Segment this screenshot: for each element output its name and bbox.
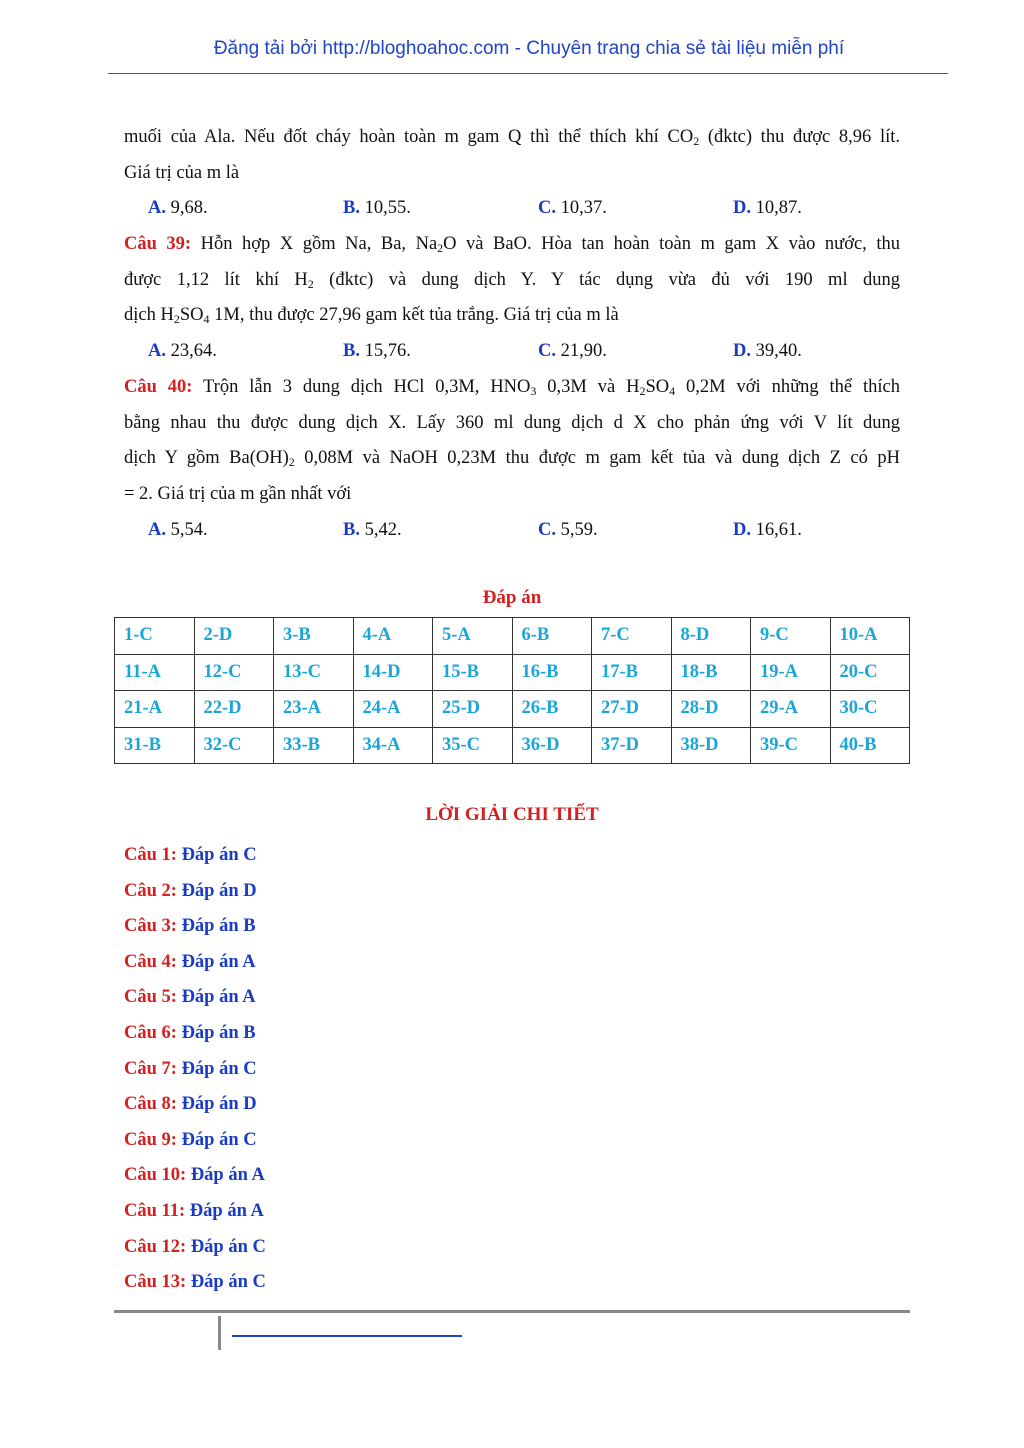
text: SO — [179, 305, 204, 326]
solution-value: Đáp án A — [176, 987, 256, 1008]
q39-options — [124, 334, 900, 370]
solution-label: Câu 6: — [124, 1022, 177, 1043]
option-a — [148, 513, 208, 549]
option-value: 16,61. — [751, 519, 802, 540]
solution-title: LỜI GIẢI CHI TIẾT — [425, 804, 599, 825]
option-c — [538, 513, 598, 549]
option-label: A. — [148, 341, 166, 362]
solution-label: Câu 4: — [124, 951, 177, 972]
answer-cell: 11-A — [115, 654, 195, 691]
subscript: 2 — [307, 276, 314, 291]
solution-value: Đáp án C — [186, 1236, 266, 1257]
q38-line-2: Giá trị của m là — [124, 162, 240, 183]
answer-key-body — [115, 618, 910, 764]
q38-options — [124, 191, 900, 227]
answer-cell: 10-A — [830, 618, 910, 655]
solution-item — [124, 945, 266, 981]
solution-list — [124, 838, 266, 1301]
option-value: 5,42. — [359, 519, 402, 540]
q40-line-2: bằng nhau thu được dung dịch X. Lấy 360 ml dung dịch d X cho phản ứng với V lít dung — [124, 412, 900, 433]
answer-row — [115, 654, 910, 691]
option-value: 39,40. — [751, 341, 802, 362]
text: 1M, thu được 27,96 gam kết tủa trắng. Giá trị của m là — [209, 305, 619, 326]
answer-cell: 28-D — [671, 691, 751, 728]
subscript: 2 — [693, 134, 700, 148]
option-label: D. — [733, 341, 751, 362]
q40-options — [124, 513, 900, 549]
solution-item — [124, 1123, 266, 1159]
solution-label: Câu 13: — [124, 1272, 187, 1293]
solution-value: Đáp án D — [176, 1094, 257, 1115]
text: 0,2M với những thể thích — [675, 376, 900, 397]
answer-cell: 20-C — [830, 654, 910, 691]
option-value: 15,76. — [359, 341, 411, 362]
answer-cell: 16-B — [512, 654, 592, 691]
answer-cell: 23-A — [274, 691, 354, 728]
solution-label: Câu 2: — [124, 880, 177, 901]
answer-cell: 30-C — [830, 691, 910, 728]
solution-item — [124, 1265, 266, 1301]
subscript: 2 — [288, 455, 295, 470]
answer-cell: 27-D — [592, 691, 672, 728]
option-d — [733, 191, 802, 227]
solution-item — [124, 1052, 266, 1088]
solution-value: Đáp án B — [176, 916, 256, 937]
option-b — [343, 334, 411, 370]
page-header: Đăng tải bởi http://bloghoahoc.com - Chuyên trang chia sẻ tài liệu miễn phí — [213, 38, 845, 59]
q40-line-4: = 2. Giá trị của m gần nhất với — [124, 483, 352, 504]
text: Trộn lẫn 3 dung dịch HCl 0,3M, HNO — [192, 376, 531, 397]
answer-cell: 12-C — [194, 654, 274, 691]
option-d — [733, 513, 802, 549]
solution-value: Đáp án C — [176, 1129, 257, 1150]
answer-cell: 1-C — [115, 618, 195, 655]
answer-row — [115, 691, 910, 728]
solution-item — [124, 909, 266, 945]
text: (đktc) và dung dịch Y. Y tác dụng vừa đủ với 190 ml dung — [313, 269, 900, 290]
text: muối của Ala. Nếu đốt cháy hoàn toàn m gam Q thì thể thích khí CO — [124, 127, 694, 147]
text: dịch Y gồm Ba(OH) — [124, 448, 289, 469]
answer-cell: 39-C — [751, 727, 831, 764]
option-label: B. — [343, 341, 360, 362]
answer-cell: 24-A — [353, 691, 433, 728]
option-b — [343, 513, 402, 549]
solution-label: Câu 11: — [124, 1200, 186, 1221]
subscript: 2 — [437, 241, 444, 256]
answer-cell: 25-D — [433, 691, 513, 728]
answer-cell: 37-D — [592, 727, 672, 764]
answer-cell: 13-C — [274, 654, 354, 691]
header-divider — [108, 73, 948, 74]
answer-cell: 14-D — [353, 654, 433, 691]
text: O và BaO. Hòa tan hoàn toàn m gam X vào nước, thu — [443, 234, 900, 255]
answer-cell: 36-D — [512, 727, 592, 764]
solution-value: Đáp án C — [186, 1272, 266, 1293]
solution-value: Đáp án A — [176, 951, 256, 972]
solution-value: Đáp án C — [176, 845, 257, 865]
questions-section — [124, 120, 900, 548]
text: 0,3M và H — [536, 376, 640, 397]
subscript: 4 — [669, 383, 676, 398]
option-label: C. — [538, 519, 556, 540]
option-value: 10,37. — [556, 198, 607, 219]
answer-row — [115, 618, 910, 655]
solution-value: Đáp án C — [176, 1058, 257, 1079]
option-label: D. — [733, 198, 751, 219]
q39-line-2 — [124, 263, 900, 299]
solution-label: Câu 12: — [124, 1236, 187, 1257]
q38-line-1 — [124, 120, 900, 156]
answer-cell: 35-C — [433, 727, 513, 764]
question-label: Câu 39: — [124, 234, 192, 255]
option-value: 23,64. — [166, 341, 217, 362]
solution-label: Câu 5: — [124, 987, 177, 1008]
answer-cell: 2-D — [194, 618, 274, 655]
answer-cell: 4-A — [353, 618, 433, 655]
answer-cell: 15-B — [433, 654, 513, 691]
answer-cell: 3-B — [274, 618, 354, 655]
option-label: C. — [538, 341, 556, 362]
option-label: A. — [148, 519, 166, 540]
solution-value: Đáp án A — [185, 1200, 264, 1221]
option-c — [538, 191, 607, 227]
option-label: B. — [343, 198, 360, 219]
text: Hỗn hợp X gồm Na, Ba, Na — [191, 234, 438, 255]
text: (đktc) thu được 8,96 lít. — [699, 127, 900, 147]
answer-cell: 18-B — [671, 654, 751, 691]
q39-line-1 — [124, 227, 900, 263]
answer-row — [115, 727, 910, 764]
subscript: 3 — [530, 383, 537, 398]
solution-item — [124, 1194, 266, 1230]
answer-cell: 32-C — [194, 727, 274, 764]
solution-label: Câu 3: — [124, 916, 177, 937]
answer-cell: 8-D — [671, 618, 751, 655]
option-value: 9,68. — [166, 198, 208, 219]
option-value: 5,59. — [556, 519, 598, 540]
answer-cell: 9-C — [751, 618, 831, 655]
option-label: D. — [733, 519, 751, 540]
footer-accent-line — [232, 1335, 462, 1337]
solution-item — [124, 980, 266, 1016]
answer-cell: 26-B — [512, 691, 592, 728]
solution-item — [124, 1087, 266, 1123]
option-value: 5,54. — [166, 519, 208, 540]
answer-key-title: Đáp án — [482, 587, 542, 608]
option-label: C. — [538, 198, 556, 219]
option-a — [148, 334, 217, 370]
answer-cell: 33-B — [274, 727, 354, 764]
subscript: 2 — [173, 312, 180, 327]
text: được 1,12 lít khí H — [124, 269, 308, 290]
solution-item — [124, 1016, 266, 1052]
answer-key-table — [114, 617, 910, 764]
option-value: 10,55. — [359, 198, 411, 219]
option-a — [148, 191, 208, 227]
option-value: 10,87. — [751, 198, 802, 219]
answer-cell: 6-B — [512, 618, 592, 655]
text: 0,08M và NaOH 0,23M thu được m gam kết tủa và dung dịch Z có pH — [294, 448, 900, 469]
solution-item — [124, 874, 266, 910]
answer-cell: 17-B — [592, 654, 672, 691]
answer-cell: 40-B — [830, 727, 910, 764]
option-b — [343, 191, 411, 227]
answer-cell: 21-A — [115, 691, 195, 728]
subscript: 4 — [203, 312, 210, 327]
solution-value: Đáp án B — [176, 1022, 256, 1043]
question-label: Câu 40: — [124, 376, 193, 397]
q40-line-3 — [124, 441, 900, 477]
answer-cell: 22-D — [194, 691, 274, 728]
solution-label: Câu 9: — [124, 1129, 177, 1150]
option-label: B. — [343, 519, 360, 540]
option-value: 21,90. — [556, 341, 607, 362]
solution-item — [124, 838, 266, 874]
footer-vertical-bar — [218, 1316, 221, 1350]
answer-cell: 34-A — [353, 727, 433, 764]
answer-cell: 31-B — [115, 727, 195, 764]
solution-label: Câu 8: — [124, 1094, 177, 1115]
subscript: 2 — [639, 383, 646, 398]
option-label: A. — [148, 198, 166, 219]
footer-divider — [114, 1310, 910, 1313]
answer-cell: 19-A — [751, 654, 831, 691]
solution-item — [124, 1158, 266, 1194]
option-d — [733, 334, 802, 370]
q39-line-3 — [124, 298, 900, 334]
option-c — [538, 334, 607, 370]
solution-item — [124, 1230, 266, 1266]
solution-value: Đáp án D — [176, 880, 257, 901]
solution-label: Câu 7: — [124, 1058, 177, 1079]
answer-cell: 5-A — [433, 618, 513, 655]
solution-label: Câu 10: — [124, 1165, 187, 1186]
q40-line-1 — [124, 370, 900, 406]
text: SO — [645, 376, 670, 397]
answer-cell: 29-A — [751, 691, 831, 728]
answer-cell: 38-D — [671, 727, 751, 764]
text: dịch H — [124, 305, 174, 326]
solution-value: Đáp án A — [186, 1165, 265, 1186]
answer-cell: 7-C — [592, 618, 672, 655]
solution-label: Câu 1: — [124, 845, 177, 865]
